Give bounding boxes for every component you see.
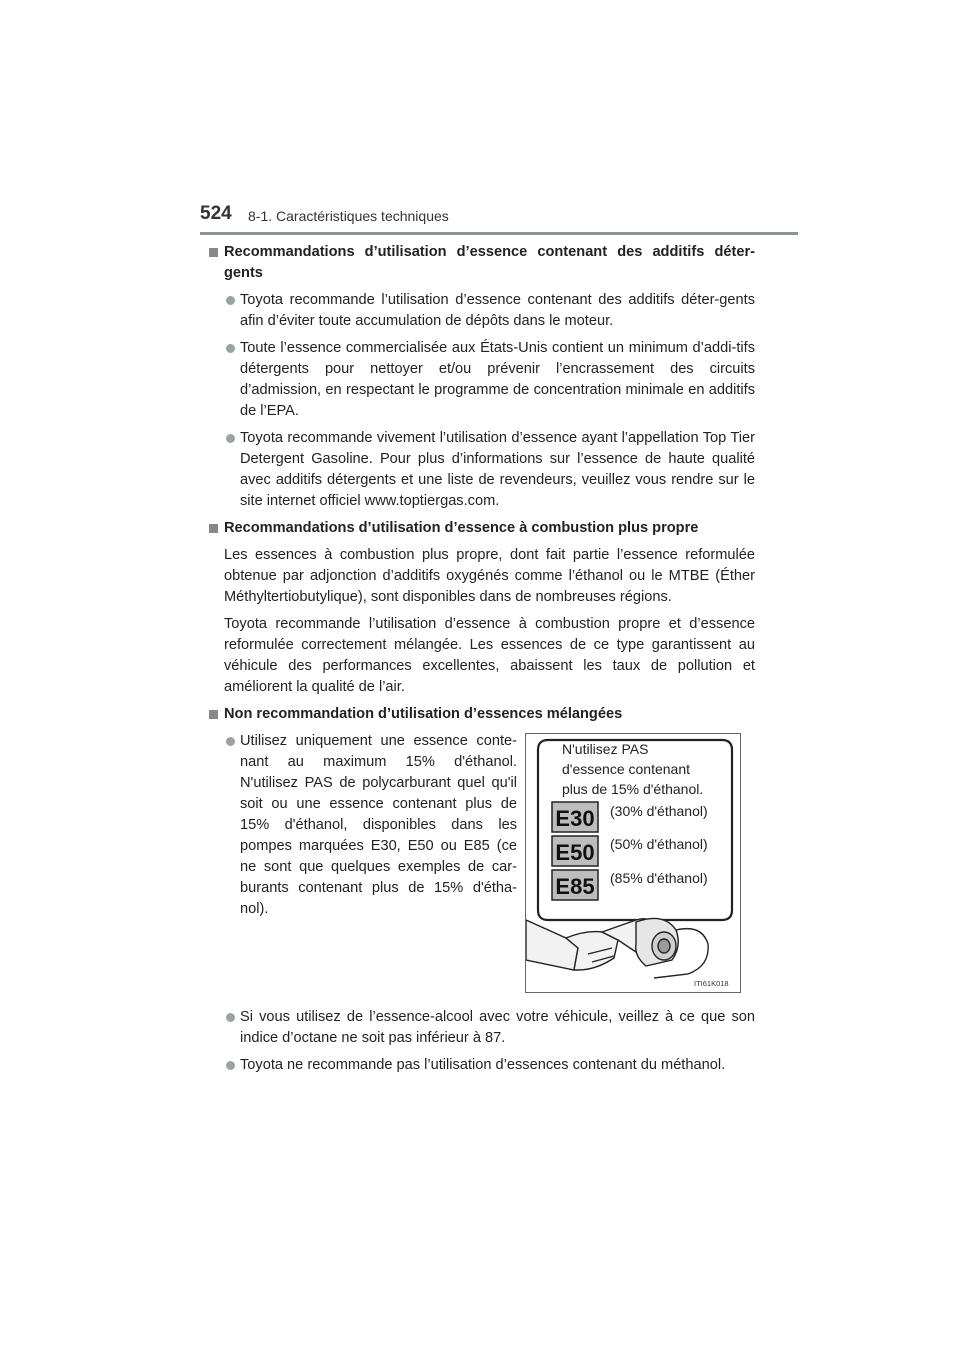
square-bullet-icon <box>209 710 218 719</box>
bullet-item: Toute l’essence commercialisée aux États-Unis contient un minimum d’addi-tifs détergents pour nettoyer et/ou prévenir l’encrassement des circuits d’admission, en respectant le programme de concentration minimale en additifs de l’EPA. <box>209 338 755 422</box>
page-number: 524 <box>200 203 232 224</box>
bubble-line: plus de 15% d'éthanol. <box>562 781 704 797</box>
heading-blended-fuels: Non recommandation d’utilisation d’essences mélangées <box>209 704 755 725</box>
bubble-line: N'utilisez PAS <box>562 741 649 757</box>
heading-detergent: Recommandations d’utilisation d’essence contenant des additifs déter-gents <box>209 242 755 284</box>
bullet-item: Si vous utilisez de l’essence-alcool avec votre véhicule, veillez à ce que son indice d’octane ne soit pas inférieur à 87. <box>209 1007 755 1049</box>
bullet-with-figure <box>209 731 755 1001</box>
fuel-desc: (30% d'éthanol) <box>610 803 708 819</box>
section-title: 8-1. Caractéristiques techniques <box>248 208 449 224</box>
fuel-nozzle-illustration <box>526 918 708 978</box>
ethanol-warning-figure <box>525 733 741 993</box>
square-bullet-icon <box>209 248 218 257</box>
fuel-code-e50: E50 <box>555 840 595 865</box>
bullet-item: Toyota ne recommande pas l’utilisation d’essences contenant du méthanol. <box>209 1055 755 1076</box>
heading-clean-burning: Recommandations d’utilisation d’essence à combustion plus propre <box>209 518 755 539</box>
paragraph: Les essences à combustion plus propre, dont fait partie l’essence reformulée obtenue par adjonction d’additifs oxygénés comme l’éthanol ou le MTBE (Éther Méthyltertiobutylique), sont disponibles dans de nombreuses régions. <box>224 547 755 605</box>
fuel-code-e85: E85 <box>555 874 595 899</box>
round-bullet-icon <box>226 737 235 746</box>
fuel-desc: (85% d'éthanol) <box>610 870 708 886</box>
paragraph: Toyota recommande l’utilisation d’essence à combustion propre et d’essence reformulée correctement mélangée. Les essences de ce type garantissent au véhicule des performances excellentes, abaissent les taux de pollution et améliorent la qualité de l’air. <box>224 616 755 695</box>
fuel-desc: (50% d'éthanol) <box>610 836 708 852</box>
header-rule <box>200 232 798 235</box>
bullet-item: Toyota recommande vivement l’utilisation d’essence ayant l’appellation Top Tier Detergent Gasoline. Pour plus d’informations sur l’essence de haute qualité avec additifs détergents et une liste de revendeurs, veuillez vous rendre sur le site internet officiel www.toptiergas.com. <box>209 428 755 512</box>
bullet-item: Utilisez uniquement une essence conte-nant au maximum 15% d'éthanol. N'utilisez PAS de polycarburant quel qu'il soit ou une essence contenant plus de 15% d'éthanol, disponibles dans les pompes marquées E30, E50 ou E85 (ce ne sont que quelques exemples de car-burants contenant plus de 15% d'étha-nol). <box>209 731 517 920</box>
page-content <box>209 242 755 1082</box>
round-bullet-icon <box>226 344 235 353</box>
square-bullet-icon <box>209 524 218 533</box>
fuel-code-e30: E30 <box>555 806 595 831</box>
round-bullet-icon <box>226 296 235 305</box>
figure-id: ITI61K018 <box>694 979 729 988</box>
round-bullet-icon <box>226 1013 235 1022</box>
bullet-item: Toyota recommande l’utilisation d’essence contenant des additifs déter-gents afin d’éviter toute accumulation de dépôts dans le moteur. <box>209 290 755 332</box>
round-bullet-icon <box>226 1061 235 1070</box>
bubble-line: d'essence contenant <box>562 761 690 777</box>
round-bullet-icon <box>226 434 235 443</box>
